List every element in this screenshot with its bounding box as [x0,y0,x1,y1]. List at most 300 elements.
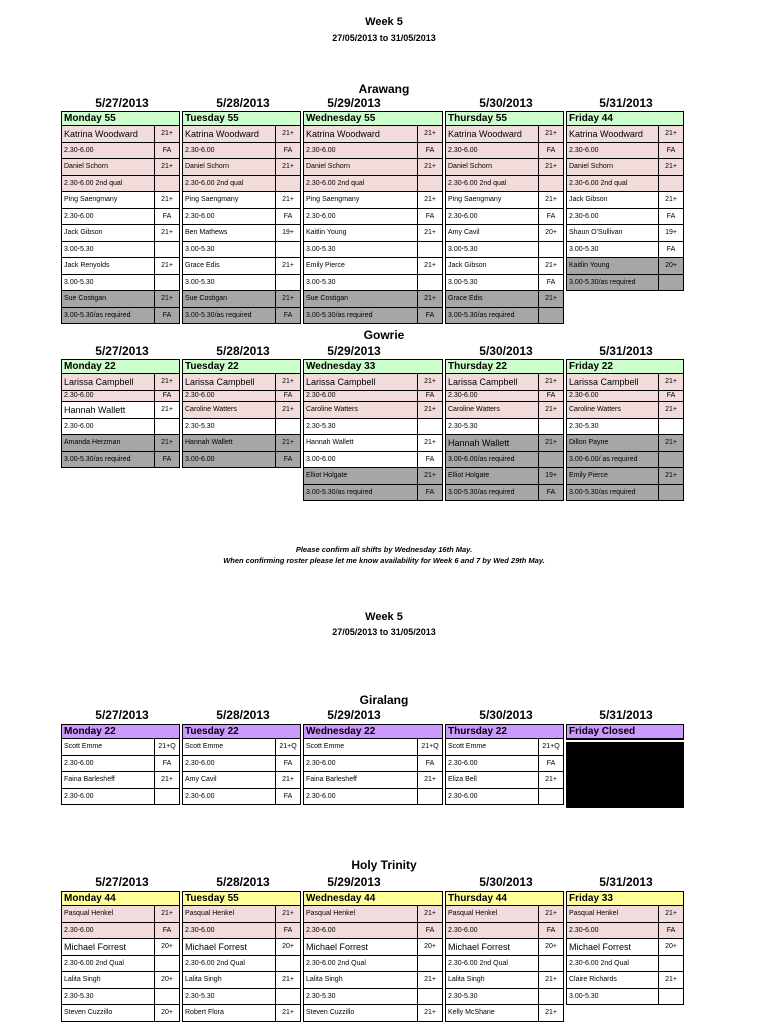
day-column [303,891,443,1022]
day-column [61,724,180,805]
age-code: 21+ [658,374,683,390]
age-code: 21+ [154,906,179,922]
age-code: 21+ [417,468,442,484]
staff-name: Lalita Singh [448,976,485,983]
roster-row [183,956,300,972]
roster-row [183,176,300,192]
roster-row [446,391,563,402]
qualification-code [658,275,683,290]
staff-name: Daniel Schorn [448,163,492,170]
staff-name: Larissa Campbell [64,377,134,387]
day-column [566,891,684,1005]
staff-name: Amy Cavil [185,776,217,783]
age-code: 20+ [658,258,683,274]
date-label: 5/31/2013 [599,96,653,110]
staff-name: Hannah Wallett [64,405,126,415]
age-code: 19+ [538,468,563,484]
age-code: 21+ [154,291,179,307]
roster-row [446,209,563,225]
roster-row [446,906,563,923]
age-code: 21+ [275,972,300,988]
day-header: Thursday 22 [446,725,563,739]
date-label: 5/29/2013 [327,96,381,110]
age-code: 21+Q [154,739,179,755]
age-code: 21+ [538,772,563,788]
roster-row [567,176,683,192]
roster-row [567,939,683,956]
roster-row [62,391,179,402]
age-code: 20+ [154,972,179,988]
shift-time: 3.00-6.00 [185,456,215,463]
shift-time: 3.00-5.30/as required [306,489,373,496]
roster-row [446,419,563,435]
staff-name: Daniel Schorn [185,163,229,170]
staff-name: Claire Richards [569,976,617,983]
roster-row [446,435,563,452]
qualification-code: FA [658,143,683,158]
age-code: 21+ [154,225,179,241]
qualification-code: FA [154,143,179,158]
roster-row [62,756,179,772]
staff-name: Shaun O'Sullivan [569,229,623,236]
shift-time: 3.00-6.00 [306,456,336,463]
roster-row [183,939,300,956]
shift-time: 3.00-5.30/as required [185,312,252,319]
roster-row [567,391,683,402]
staff-name: Katrina Woodward [569,129,643,139]
roster-row [304,989,442,1005]
age-code: 21+ [538,1005,563,1021]
day-column [566,724,684,740]
shift-time: 3.00-5.30 [64,246,94,253]
qualification-code: FA [417,756,442,771]
roster-row [62,176,179,192]
day-header: Friday 33 [567,892,683,906]
age-code: 21+ [154,374,179,390]
date-label: 5/30/2013 [479,344,533,358]
shift-time: 2.30-6.00 2nd Qual [64,960,124,967]
roster-row [446,468,563,485]
staff-name: Scott Emme [64,743,103,750]
shift-time: 3.00-5.30/as required [448,489,515,496]
staff-name: Michael Forrest [64,942,127,952]
staff-name: Michael Forrest [569,942,632,952]
qualification-code [417,989,442,1004]
date-label: 5/29/2013 [327,344,381,358]
staff-name: Daniel Schorn [306,163,350,170]
qualification-code: FA [275,391,300,401]
roster-row [183,739,300,756]
roster-row [446,402,563,419]
age-code: 19+ [275,225,300,241]
staff-name: Hannah Wallett [185,439,233,446]
roster-row [62,1005,179,1022]
qualification-code [154,419,179,434]
qualification-code [658,956,683,971]
date-label: 5/30/2013 [479,96,533,110]
age-code: 21+ [417,126,442,142]
qualification-code: FA [538,923,563,938]
shift-time: 2.30-6.00 [448,793,478,800]
shift-time: 2.30-5.30 [448,993,478,1000]
shift-time: 2.30-6.00 [448,927,478,934]
shift-time: 2.30-6.00 [306,793,336,800]
roster-row [304,906,442,923]
staff-name: Larissa Campbell [185,377,255,387]
roster-row [183,972,300,989]
roster-row [567,972,683,989]
staff-name: Hannah Wallett [448,438,510,448]
age-code: 21+ [658,159,683,175]
roster-row [183,402,300,419]
qualification-code: FA [417,143,442,158]
age-code: 20+ [154,939,179,955]
day-header: Friday 22 [567,360,683,374]
shift-time: 3.00-5.30/as required [448,312,515,319]
shift-time: 3.00-5.30 [569,993,599,1000]
staff-name: Ping Saengmany [448,196,502,203]
shift-time: 3.00-5.30/as required [306,312,373,319]
staff-name: Emily Pierce [569,472,608,479]
staff-name: Larissa Campbell [306,377,376,387]
qualification-code [658,989,683,1004]
shift-time: 2.30-6.00 [185,793,215,800]
roster-row [62,923,179,939]
roster-row [446,789,563,805]
age-code: 21+ [275,772,300,788]
roster-row [304,485,442,501]
staff-name: Michael Forrest [306,942,369,952]
shift-time: 2.30-6.00 [64,147,94,154]
roster-row [567,126,683,143]
qualification-code: FA [417,209,442,224]
roster-row [62,402,179,419]
qualification-code [658,176,683,191]
staff-name: Steven Cuzzillo [306,1009,355,1016]
staff-name: Jack Gibson [448,262,487,269]
staff-name: Scott Emme [306,743,345,750]
qualification-code [658,419,683,434]
qualification-code [417,176,442,191]
age-code: 21+ [275,258,300,274]
section-title-giralang: Giralang [359,693,409,707]
staff-name: Elliot Holgate [306,472,348,479]
shift-time: 2.30-6.00 2nd qual [448,180,507,187]
day-header: Friday 44 [567,112,683,126]
day-header: Wednesday 33 [304,360,442,374]
roster-row [446,939,563,956]
shift-time: 2.30-6.00 [64,423,94,430]
age-code: 21+ [538,126,563,142]
day-header: Thursday 22 [446,360,563,374]
shift-time: 2.30-6.00 2nd Qual [306,960,366,967]
roster-row [304,435,442,452]
roster-row [304,923,442,939]
staff-name: Pasqual Henkel [185,910,235,917]
age-code: 21+ [417,402,442,418]
age-code: 21+ [658,906,683,922]
staff-name: Lalita Singh [306,976,343,983]
shift-time: 3.00-6.00/ as required [569,456,638,463]
shift-time: 2.30-6.00 [306,927,336,934]
age-code: 21+ [417,159,442,175]
shift-time: 2.30-6.00 2nd Qual [185,960,245,967]
age-code: 20+ [275,939,300,955]
roster-row [567,419,683,435]
roster-row [62,972,179,989]
shift-time: 2.30-6.00 [185,213,215,220]
staff-name: Katrina Woodward [185,129,259,139]
confirm-note: Please confirm all shifts by Wednesday 16th May. [295,545,473,554]
roster-row [183,258,300,275]
roster-row [183,772,300,789]
qualification-code [154,275,179,290]
shift-time: 3.00-5.30 [569,246,599,253]
shift-time: 3.00-5.30 [306,246,336,253]
age-code: 21+ [417,374,442,390]
week-range-1: 27/05/2013 to 31/05/2013 [332,33,436,43]
roster-row [304,308,442,324]
qualification-code [275,956,300,971]
roster-row [183,143,300,159]
age-code: 21+ [154,192,179,208]
roster-row [446,485,563,501]
staff-name: Daniel Schorn [569,163,613,170]
shift-time: 2.30-6.00 [448,213,478,220]
roster-row [567,923,683,939]
age-code: 21+ [275,159,300,175]
qualification-code: FA [275,789,300,804]
shift-time: 2.30-6.00 [448,760,478,767]
age-code: 21+ [538,291,563,307]
roster-row [304,772,442,789]
date-label: 5/27/2013 [95,708,149,722]
shift-time: 3.00-5.30 [185,279,215,286]
age-code: 21+ [154,435,179,451]
age-code: 21+ [658,126,683,142]
staff-name: Kaitlin Young [306,229,347,236]
day-header: Tuesday 22 [183,725,300,739]
staff-name: Katrina Woodward [448,129,522,139]
roster-row [567,906,683,923]
shift-time: 3.00-5.30 [448,246,478,253]
day-column [61,359,180,468]
staff-name: Pasqual Henkel [64,910,114,917]
day-column [61,891,180,1022]
roster-row [304,159,442,176]
roster-row [567,242,683,258]
roster-row [62,258,179,275]
qualification-code: FA [154,452,179,467]
roster-row [62,789,179,805]
staff-name: Hannah Wallett [306,439,354,446]
roster-row [304,209,442,225]
qualification-code [275,419,300,434]
age-code: 21+ [417,291,442,307]
roster-row [304,275,442,291]
roster-row [183,209,300,225]
roster-row [304,126,442,143]
roster-row [304,258,442,275]
shift-time: 2.30-6.00 [306,213,336,220]
staff-name: Caroline Watters [448,406,500,413]
shift-time: 3.00-6.00/as required [448,456,515,463]
qualification-code [417,419,442,434]
roster-row [567,989,683,1005]
roster-row [62,308,179,324]
age-code: 21+ [417,258,442,274]
roster-row [446,143,563,159]
age-code: 21+ [417,1005,442,1021]
age-code: 21+ [538,159,563,175]
roster-row [446,1005,563,1022]
qualification-code [658,485,683,500]
roster-row [567,225,683,242]
qualification-code [154,956,179,971]
qualification-code [417,789,442,804]
age-code: 20+ [417,939,442,955]
roster-row [62,939,179,956]
age-code: 21+Q [417,739,442,755]
date-label: 5/28/2013 [216,708,270,722]
roster-row [62,291,179,308]
qualification-code: FA [538,485,563,500]
qualification-code: FA [538,275,563,290]
roster-row [567,192,683,209]
shift-time: 2.30-6.00 [64,213,94,220]
shift-time: 2.30-5.30 [185,993,215,1000]
age-code: 21+ [658,402,683,418]
qualification-code: FA [538,756,563,771]
roster-row [446,989,563,1005]
age-code: 21+ [538,402,563,418]
day-header: Wednesday 44 [304,892,442,906]
date-label: 5/27/2013 [95,875,149,889]
roster-row [62,772,179,789]
day-header: Wednesday 22 [304,725,442,739]
roster-row [183,756,300,772]
date-label: 5/31/2013 [599,708,653,722]
staff-name: Kelly McShane [448,1009,495,1016]
age-code: 21+ [275,192,300,208]
shift-time: 2.30-6.00 2nd Qual [448,960,508,967]
shift-time: 3.00-5.30 [64,279,94,286]
roster-row [304,143,442,159]
roster-row [304,452,442,468]
staff-name: Ben Mathews [185,229,228,236]
date-label: 5/27/2013 [95,344,149,358]
qualification-code [154,789,179,804]
staff-name: Michael Forrest [185,942,248,952]
staff-name: Sue Costigan [185,295,228,302]
staff-name: Amy Cavil [448,229,480,236]
qualification-code: FA [538,391,563,401]
day-header: Wednesday 55 [304,112,442,126]
roster-row [446,275,563,291]
staff-name: Ping Saengmany [64,196,118,203]
qualification-code: FA [275,143,300,158]
staff-name: Elliot Holgate [448,472,490,479]
roster-row [183,435,300,452]
age-code: 20+ [538,225,563,241]
day-column [303,359,443,501]
qualification-code [538,308,563,323]
age-code: 21+Q [538,739,563,755]
shift-time: 2.30-5.30 [185,423,215,430]
roster-row [183,906,300,923]
staff-name: Michael Forrest [448,942,511,952]
date-label: 5/27/2013 [95,96,149,110]
roster-row [304,956,442,972]
roster-row [567,374,683,391]
day-header: Tuesday 55 [183,892,300,906]
staff-name: Caroline Watters [306,406,358,413]
day-column [566,111,684,291]
shift-time: 2.30-5.30 [306,423,336,430]
qualification-code [538,242,563,257]
day-column [445,359,564,501]
roster-row [567,275,683,291]
roster-row [62,209,179,225]
age-code: 20+ [538,939,563,955]
roster-row [567,209,683,225]
roster-row [446,772,563,789]
shift-time: 2.30-6.00 [448,392,478,399]
roster-row [567,258,683,275]
roster-row [446,258,563,275]
qualification-code [417,956,442,971]
roster-row [446,176,563,192]
roster-row [62,956,179,972]
roster-row [567,143,683,159]
staff-name: Eliza Bell [448,776,477,783]
qualification-code [154,989,179,1004]
staff-name: Caroline Watters [569,406,621,413]
roster-row [183,275,300,291]
staff-name: Robert Flora [185,1009,224,1016]
age-code: 21+ [658,972,683,988]
shift-time: 2.30-6.00 [569,213,599,220]
age-code: 21+ [417,906,442,922]
age-code: 21+ [417,192,442,208]
roster-row [183,242,300,258]
qualification-code [538,989,563,1004]
roster-row [567,435,683,452]
roster-row [62,906,179,923]
roster-row [304,291,442,308]
age-code: 21+ [538,258,563,274]
roster-row [183,291,300,308]
qualification-code [417,275,442,290]
roster-row [446,972,563,989]
shift-time: 2.30-6.00 [569,927,599,934]
staff-name: Sue Costigan [64,295,107,302]
staff-name: Katrina Woodward [306,129,380,139]
staff-name: Jack Gibson [569,196,608,203]
roster-row [183,452,300,468]
shift-time: 2.30-6.00 [185,147,215,154]
staff-name: Pasqual Henkel [306,910,356,917]
roster-row [62,126,179,143]
qualification-code: FA [154,756,179,771]
roster-row [62,452,179,468]
staff-name: Kaitlin Young [569,262,610,269]
qualification-code: FA [658,209,683,224]
roster-row [183,1005,300,1022]
roster-row [183,126,300,143]
qualification-code [538,956,563,971]
date-label: 5/28/2013 [216,875,270,889]
